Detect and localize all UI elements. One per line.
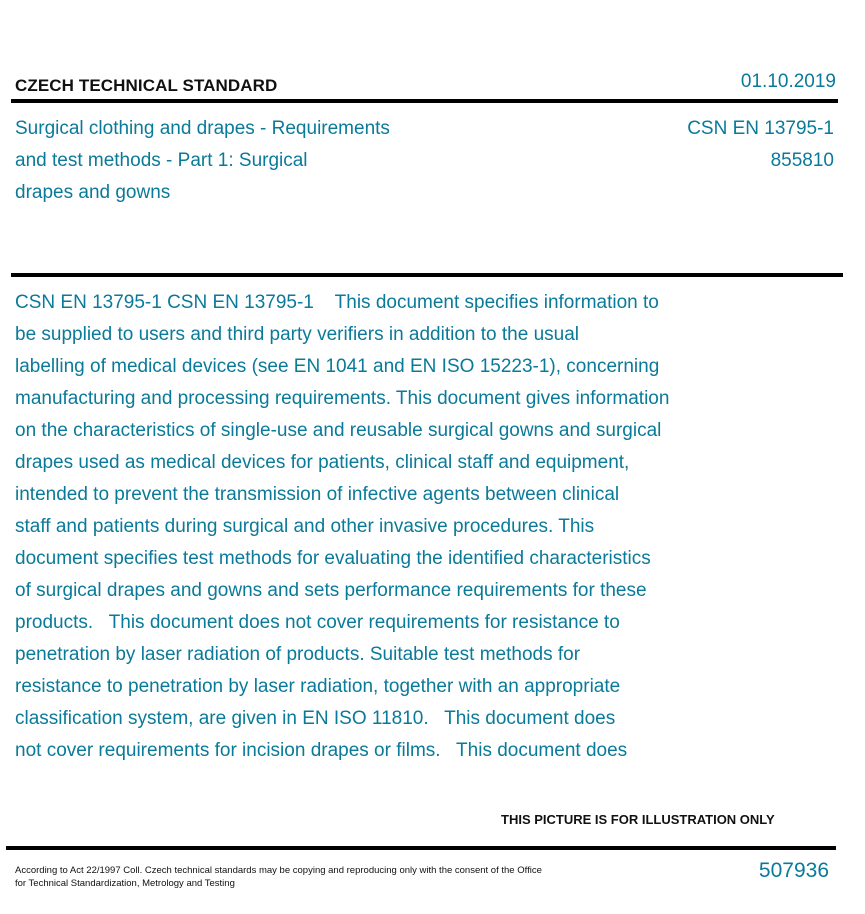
abstract-line: staff and patients during surgical and other invasive procedures. This [15, 516, 595, 537]
standard-type-label: CZECH TECHNICAL STANDARD [15, 76, 278, 95]
abstract-line: drapes used as medical devices for patients, clinical staff and equipment, [15, 452, 630, 473]
abstract-line: classification system, are given in EN ISO 11810. This document does [15, 708, 616, 729]
abstract-line: resistance to penetration by laser radiation, together with an appropriate [15, 676, 621, 697]
abstract-line: products. This document does not cover requirements for resistance to [15, 612, 620, 633]
classification-number: 855810 [770, 150, 834, 171]
abstract-line: penetration by laser radiation of products. Suitable test methods for [15, 644, 581, 665]
abstract-line: CSN EN 13795-1 CSN EN 13795-1 This document specifies information to [15, 292, 659, 313]
document-number: 507936 [758, 859, 829, 882]
abstract-line: intended to prevent the transmission of infective agents between clinical [15, 484, 620, 505]
abstract-line: of surgical drapes and gowns and sets performance requirements for these [15, 580, 647, 601]
standard-code: CSN EN 13795-1 [687, 118, 834, 139]
abstract-line: document specifies test methods for evaluating the identified characteristics [15, 548, 651, 569]
publication-date: 01.10.2019 [740, 71, 836, 92]
abstract-text [15, 287, 775, 767]
illustration-disclaimer: THIS PICTURE IS FOR ILLUSTRATION ONLY [501, 812, 775, 827]
title-line: and test methods - Part 1: Surgical [15, 150, 308, 171]
abstract-line: labelling of medical devices (see EN 1041 and EN ISO 15223-1), concerning [15, 356, 660, 377]
standard-identifiers [687, 113, 834, 177]
title-line: drapes and gowns [15, 182, 171, 203]
abstract-line: on the characteristics of single-use and reusable surgical gowns and surgical [15, 420, 662, 441]
abstract-line: not cover requirements for incision drapes or films. This document does [15, 740, 628, 761]
title-divider [11, 273, 843, 277]
abstract-line: be supplied to users and third party verifiers in addition to the usual [15, 324, 579, 345]
header-divider [11, 99, 838, 103]
legal-notice-line: for Technical Standardization, Metrology and Testing [15, 878, 235, 889]
title-line: Surgical clothing and drapes - Requirements [15, 118, 390, 139]
legal-notice-line: According to Act 22/1997 Coll. Czech technical standards may be copying and reproducing only with the consent of the Office [15, 865, 542, 876]
legal-notice [15, 864, 595, 890]
abstract-line: manufacturing and processing requirements. This document gives information [15, 388, 670, 409]
standard-title [15, 113, 475, 209]
footer-divider [6, 846, 836, 850]
